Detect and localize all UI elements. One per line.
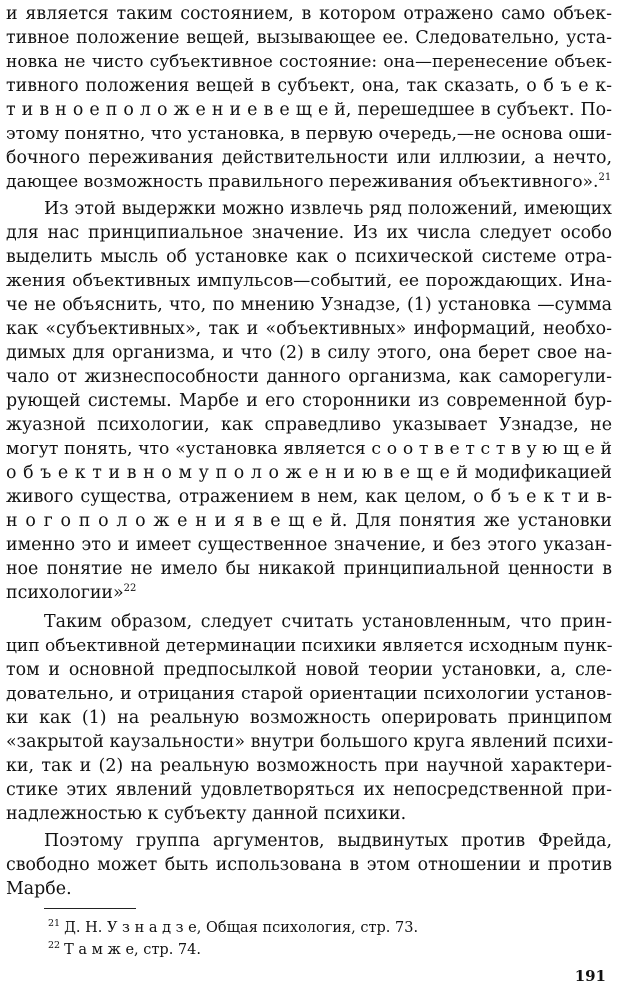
- text-line: этому понятно, что установка, в первую очередь,—не основа оши-: [6, 124, 612, 144]
- text-line: бочного переживания действительности или иллюзии, а нечто,: [6, 148, 612, 168]
- text-line: тивного положения вещей в субъект, она, так сказать, о б ъ е к-: [6, 76, 612, 96]
- text-line: и является таким состоянием, в котором отражено само объек-: [6, 4, 612, 24]
- text-line: свободно может быть использована в этом отношении и против: [6, 855, 612, 875]
- footnote-number: 22: [48, 940, 61, 951]
- text-line: «закрытой каузальности» внутри большого круга явлений психи-: [6, 732, 614, 752]
- text-line: тивное положение вещей, вызывающее ее. Следовательно, уста-: [6, 28, 612, 48]
- footnote: [48, 918, 418, 938]
- text-line: довательно, и отрицания старой ориентации психологии установ-: [6, 684, 612, 704]
- text-line: живого существа, отражением в нем, как целом, о б ъ е к т и в-: [6, 487, 612, 507]
- text-line: чало от жизнеспособности данного организма, как саморегули-: [6, 367, 612, 387]
- text-line: ное понятие не имело бы никакой принципиальной ценности в: [6, 559, 612, 579]
- text-line: стике этих явлений удовлетворяться их непосредственной при-: [6, 780, 612, 800]
- text-line: для нас принципиальное значение. Из их числа следует особо: [6, 223, 612, 243]
- text-line: цип объективной детерминации психики является исходным пунк-: [6, 636, 613, 656]
- text-line: Марбе.: [6, 879, 72, 899]
- paragraph-start: Поэтому группа аргументов, выдвинутых против Фрейда,: [44, 831, 612, 851]
- text-line: ки как (1) на реальную возможность оперировать принципом: [6, 708, 612, 728]
- text-line: [6, 170, 612, 194]
- text-line: жения объективных импульсов—событий, ее порождающих. Ина-: [6, 271, 612, 291]
- text-line: ки, так и (2) на реальную возможность при научной характери-: [6, 756, 612, 776]
- text-line: новка не чисто субъективное состояние: она—перенесение объек-: [6, 52, 612, 72]
- text-line: как «субъективных», так и «объективных» информаций, необхо-: [6, 319, 612, 339]
- text-line: димых для организма, и что (2) в силу этого, она берет свое на-: [6, 343, 612, 363]
- footnote-ref: 21: [598, 172, 612, 183]
- text-line: выделить мысль об установке как о психической системе отра-: [6, 247, 612, 267]
- text-line-content: психологии»: [6, 583, 124, 603]
- footnote-number: 21: [48, 918, 61, 929]
- text-line: о б ъ е к т и в н о м у п о л о ж е н и ю в е щ е й модификацией: [6, 463, 612, 483]
- footnote-text: Д. Н. У з н а д з е, Общая психология, стр. 73.: [64, 920, 419, 936]
- text-line: именно это и имеет существенное значение, и без этого указан-: [6, 535, 612, 555]
- footnote-ref: 22: [123, 583, 137, 594]
- text-line: надлежностью к субъекту данной психики.: [6, 804, 407, 824]
- text-line: н о г о п о л о ж е н и я в е щ е й. Для понятия же установки: [6, 511, 612, 531]
- text-line: [6, 581, 612, 605]
- footnote-divider: [44, 908, 136, 909]
- text-line: том и основной предпосылкой новой теории установки, а, сле-: [6, 660, 612, 680]
- text-line: жуазной психологии, как справедливо указывает Узнадзе, не: [6, 415, 612, 435]
- paragraph-start: Из этой выдержки можно извлечь ряд положений, имеющих: [44, 199, 612, 219]
- text-line: т и в н о е п о л о ж е н и е в е щ е й, перешедшее в субъект. По-: [6, 100, 612, 120]
- text-line-content: дающее возможность правильного переживания объективного».: [6, 172, 599, 192]
- page-number: 191: [574, 967, 606, 985]
- text-line: че не объяснить, что, по мнению Узнадзе, (1) установка —сумма: [6, 295, 612, 315]
- paragraph-start: Таким образом, следует считать установленным, что прин-: [44, 612, 612, 632]
- text-line: рующей системы. Марбе и его сторонники из современной бур-: [6, 391, 612, 411]
- footnote-text: Т а м ж е, стр. 74.: [64, 942, 201, 958]
- text-line: могут понять, что «установка является с о о т в е т с т в у ю щ е й: [6, 439, 612, 459]
- footnote: [48, 940, 201, 960]
